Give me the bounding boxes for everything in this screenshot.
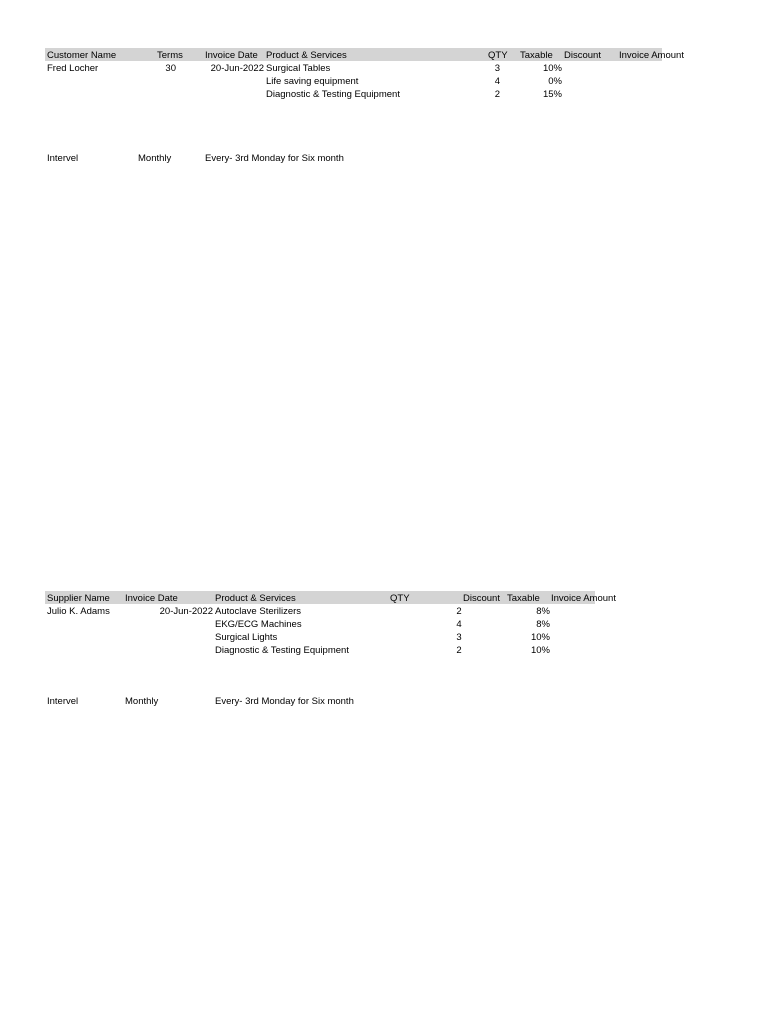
taxable-value: 10% xyxy=(530,632,550,643)
product-name: Surgical Tables xyxy=(266,63,331,74)
supplier-name-value: Julio K. Adams xyxy=(47,606,110,617)
product-name: Surgical Lights xyxy=(215,632,278,643)
invoice-amount-header: Invoice Amount xyxy=(619,50,684,61)
discount-header: Discount xyxy=(564,50,601,61)
interval-label: Intervel xyxy=(47,696,79,707)
customer-name-header: Customer Name xyxy=(47,50,117,61)
taxable-value: 10% xyxy=(530,645,550,656)
taxable-value: 10% xyxy=(542,63,562,74)
interval-schedule: Every- 3rd Monday for Six month xyxy=(205,153,344,164)
product-name: Diagnostic & Testing Equipment xyxy=(215,645,349,656)
discount-value: 2 xyxy=(456,645,462,656)
customer-name-value: Fred Locher xyxy=(47,63,99,74)
products-header: Product & Services xyxy=(215,593,296,604)
interval-frequency: Monthly xyxy=(125,696,159,707)
taxable-value: 8% xyxy=(536,606,550,617)
qty-value: 2 xyxy=(494,89,500,100)
discount-value: 4 xyxy=(456,619,462,630)
discount-value: 2 xyxy=(456,606,462,617)
invoice-date-header: Invoice Date xyxy=(125,593,178,604)
interval-frequency: Monthly xyxy=(138,153,172,164)
interval-label: Intervel xyxy=(47,153,79,164)
qty-value: 4 xyxy=(494,76,500,87)
product-name: EKG/ECG Machines xyxy=(215,619,302,630)
discount-header: Discount xyxy=(463,593,500,604)
taxable-value: 8% xyxy=(536,619,550,630)
qty-header: QTY xyxy=(488,50,508,61)
discount-value: 3 xyxy=(456,632,462,643)
product-name: Diagnostic & Testing Equipment xyxy=(266,89,400,100)
product-name: Life saving equipment xyxy=(266,76,359,87)
products-header: Product & Services xyxy=(266,50,347,61)
invoice-date-header: Invoice Date xyxy=(205,50,258,61)
taxable-value: 15% xyxy=(542,89,562,100)
invoice-date-value: 20-Jun-2022 xyxy=(159,606,213,617)
taxable-header: Taxable xyxy=(507,593,540,604)
product-name: Autoclave Sterilizers xyxy=(215,606,302,617)
supplier-name-header: Supplier Name xyxy=(47,593,110,604)
taxable-header: Taxable xyxy=(520,50,553,61)
terms-value: 30 xyxy=(165,63,176,74)
taxable-value: 0% xyxy=(548,76,562,87)
invoice-date-value: 20-Jun-2022 xyxy=(210,63,264,74)
qty-value: 3 xyxy=(494,63,500,74)
qty-header: QTY xyxy=(390,593,410,604)
invoice-amount-header: Invoice Amount xyxy=(551,593,616,604)
interval-schedule: Every- 3rd Monday for Six month xyxy=(215,696,354,707)
terms-header: Terms xyxy=(157,50,183,61)
